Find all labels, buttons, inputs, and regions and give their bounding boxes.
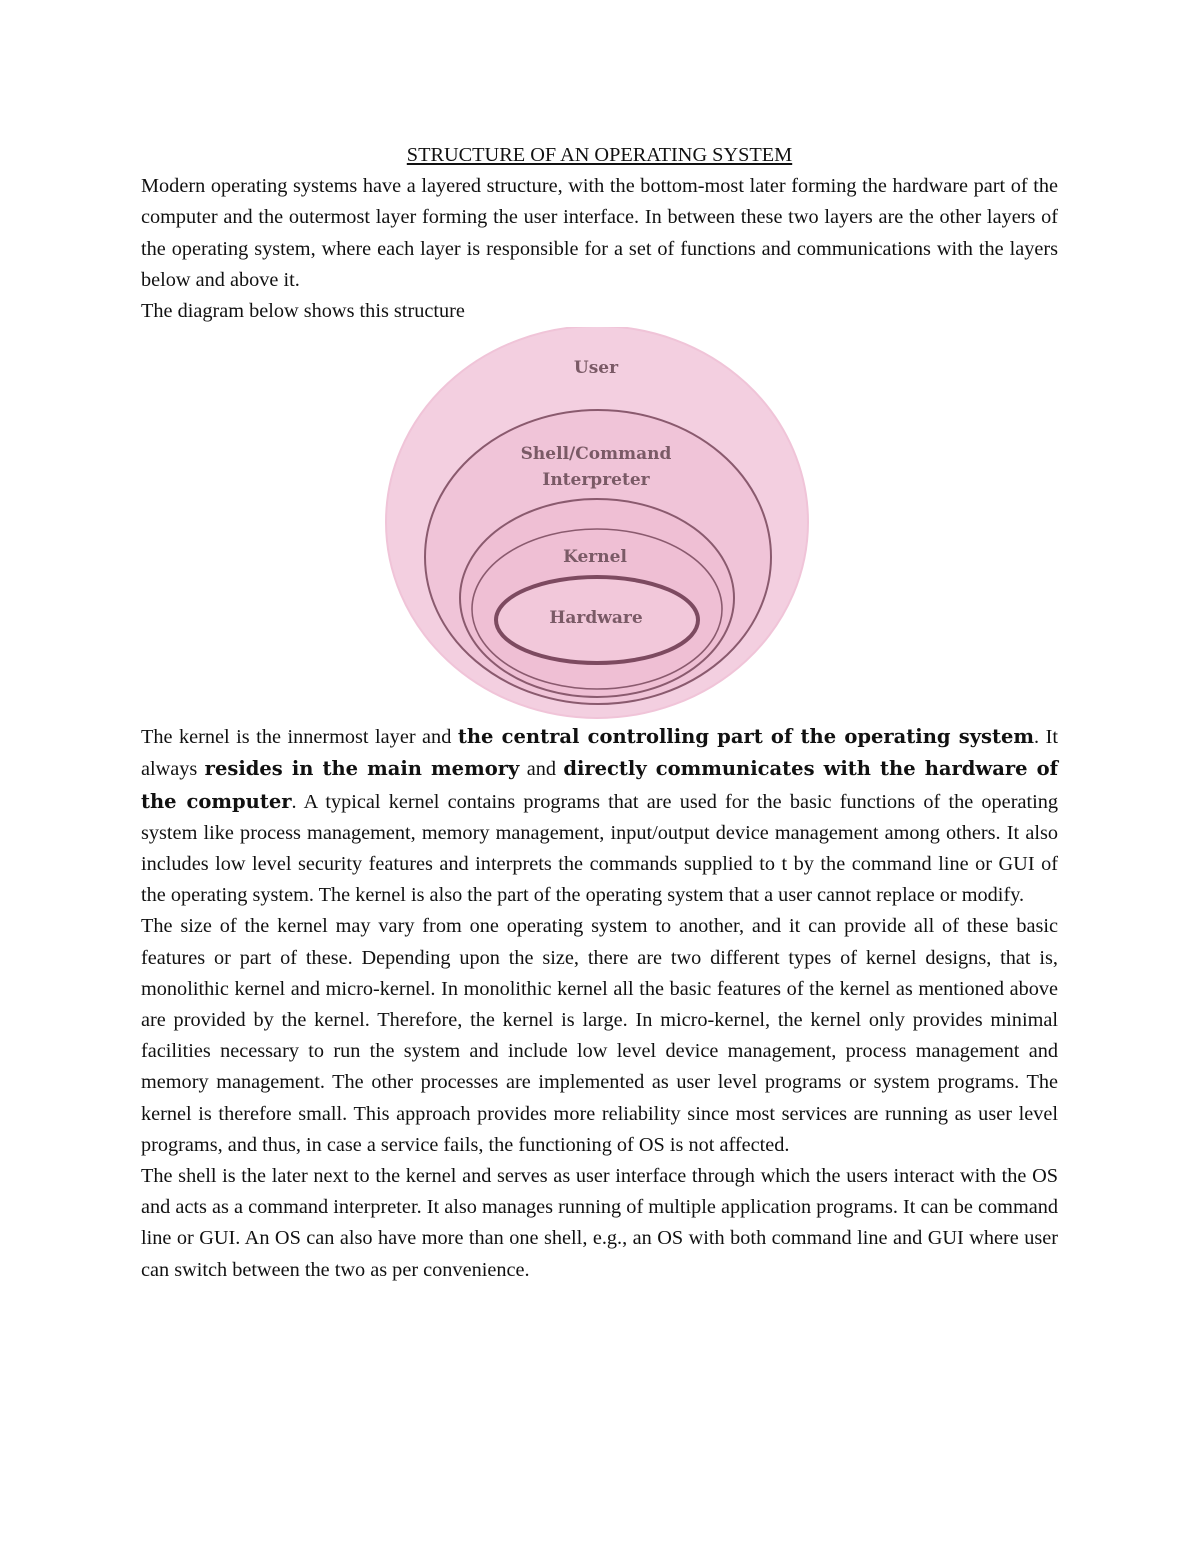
kernel-paragraph (141, 721, 1058, 911)
kernel-emphasis-2: resides in the main memory (204, 757, 520, 781)
document-title: STRUCTURE OF AN OPERATING SYSTEM (406, 144, 793, 166)
kernel-text-3: and (519, 758, 564, 781)
kernel-text-4: . A typical kernel contains programs that are used for the basic functions of the operating system like process management, memory management, input/output device management among others. It also includes low level security features and interprets the commands supplied to t by the command line or GUI of the operating system. The kernel is also the part of the operating system that a user cannot replace or modify. (141, 790, 1058, 907)
kernel-text-1: The kernel is the innermost layer and (141, 726, 458, 749)
interpreter-label: Interpreter (542, 470, 650, 491)
intro-paragraph: Modern operating systems have a layered structure, with the bottom-most later forming the hardware part of the computer and the outermost layer forming the user interface. In between these two layers are the other layers of the operating system, where each layer is responsible for a set of functions and communications with the layers below and above it. (141, 175, 1058, 291)
kernel-size-paragraph: The size of the kernel may vary from one operating system to another, and it can provide all of these basic features or part of these. Depending upon the size, there are two different types of kernel designs, that is, monolithic kernel and micro-kernel. In monolithic kernel all the basic features of the kernel as mentioned above are provided by the kernel. Therefore, the kernel is large. In micro-kernel, the kernel only provides minimal facilities necessary to run the system and include low level device management, process management and memory management. The other processes are implemented as user level programs or system programs. The kernel is therefore small. This approach provides more reliability since most services are running as user level programs, and thus, in case a service fails, the functioning of OS is not affected. (141, 915, 1058, 1156)
hardware-label: Hardware (549, 608, 643, 629)
kernel-text-2: . It always (141, 726, 1058, 781)
os-layers-svg (382, 327, 822, 721)
shell-label: Shell/Command (520, 444, 672, 465)
document-page (141, 140, 1058, 1286)
kernel-emphasis-1: the central controlling part of the operating system (457, 725, 1035, 749)
os-layers-diagram (141, 327, 1058, 721)
user-label: User (573, 358, 619, 379)
kernel-label: Kernel (563, 547, 627, 568)
shell-paragraph: The shell is the later next to the kernel and serves as user interface through which the users interact with the OS and acts as a command interpreter. It also manages running of multiple application programs. It can be command line or GUI. An OS can also have more than one shell, e.g., an OS with both command line and GUI where user can switch between the two as per convenience. (141, 1165, 1058, 1281)
diagram-caption: The diagram below shows this structure (141, 300, 465, 323)
kernel-emphasis-3: directly communicates with the hardware of the computer (141, 757, 1058, 813)
